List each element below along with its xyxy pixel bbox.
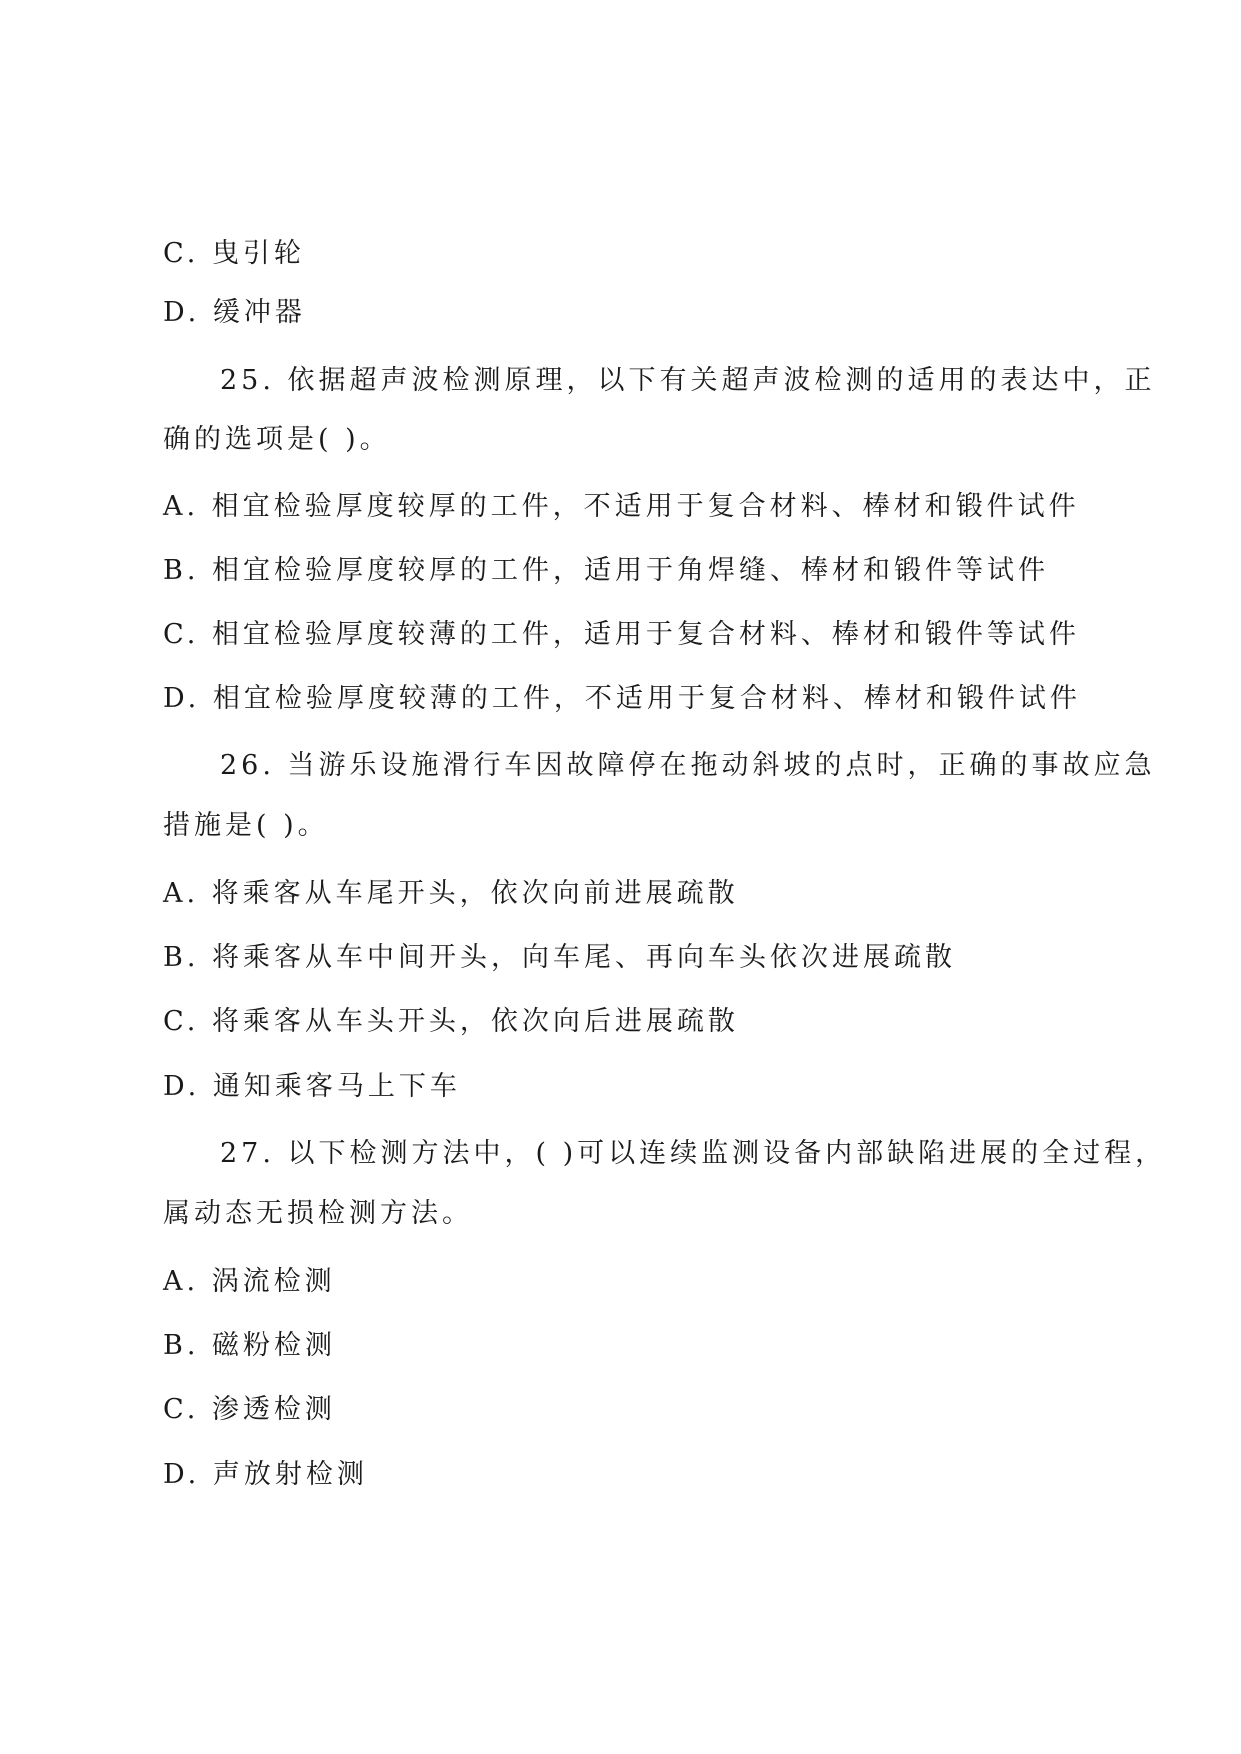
question-25-option-b: B. 相宜检验厚度较厚的工件，适用于角焊缝、棒材和锻件等试件 (163, 555, 1050, 586)
question-27-option-a: A. 涡流检测 (163, 1266, 336, 1297)
question-26-stem-line2: 措施是( )。 (163, 810, 329, 841)
question-27-stem-line2: 属动态无损检测方法。 (163, 1198, 473, 1229)
option-d-prev: D. 缓冲器 (163, 297, 306, 328)
question-26-option-b: B. 将乘客从车中间开头，向车尾、再向车头依次进展疏散 (163, 942, 957, 973)
question-25-stem-line2: 确的选项是( )。 (163, 424, 391, 455)
question-26-option-c: C. 将乘客从车头开头，依次向后进展疏散 (163, 1006, 739, 1037)
question-25-stem-line1: 25. 依据超声波检测原理，以下有关超声波检测的适用的表达中，正 (220, 365, 1156, 396)
question-27-option-c: C. 渗透检测 (163, 1394, 336, 1425)
question-25-option-d: D. 相宜检验厚度较薄的工件，不适用于复合材料、棒材和锻件试件 (163, 683, 1081, 714)
question-26-stem-line1: 26. 当游乐设施滑行车因故障停在拖动斜坡的点时，正确的事故应急 (220, 750, 1156, 781)
question-25-option-a: A. 相宜检验厚度较厚的工件，不适用于复合材料、棒材和锻件试件 (163, 491, 1080, 522)
question-26-option-d: D. 通知乘客马上下车 (163, 1071, 461, 1102)
question-25-option-c: C. 相宜检验厚度较薄的工件，适用于复合材料、棒材和锻件等试件 (163, 619, 1080, 650)
question-27-option-b: B. 磁粉检测 (163, 1330, 337, 1361)
option-c-prev: C. 曳引轮 (163, 238, 305, 269)
question-27-stem-line1: 27. 以下检测方法中，( )可以连续监测设备内部缺陷进展的全过程， (220, 1138, 1167, 1169)
question-27-option-d: D. 声放射检测 (163, 1459, 368, 1490)
question-26-option-a: A. 将乘客从车尾开头，依次向前进展疏散 (163, 878, 739, 909)
